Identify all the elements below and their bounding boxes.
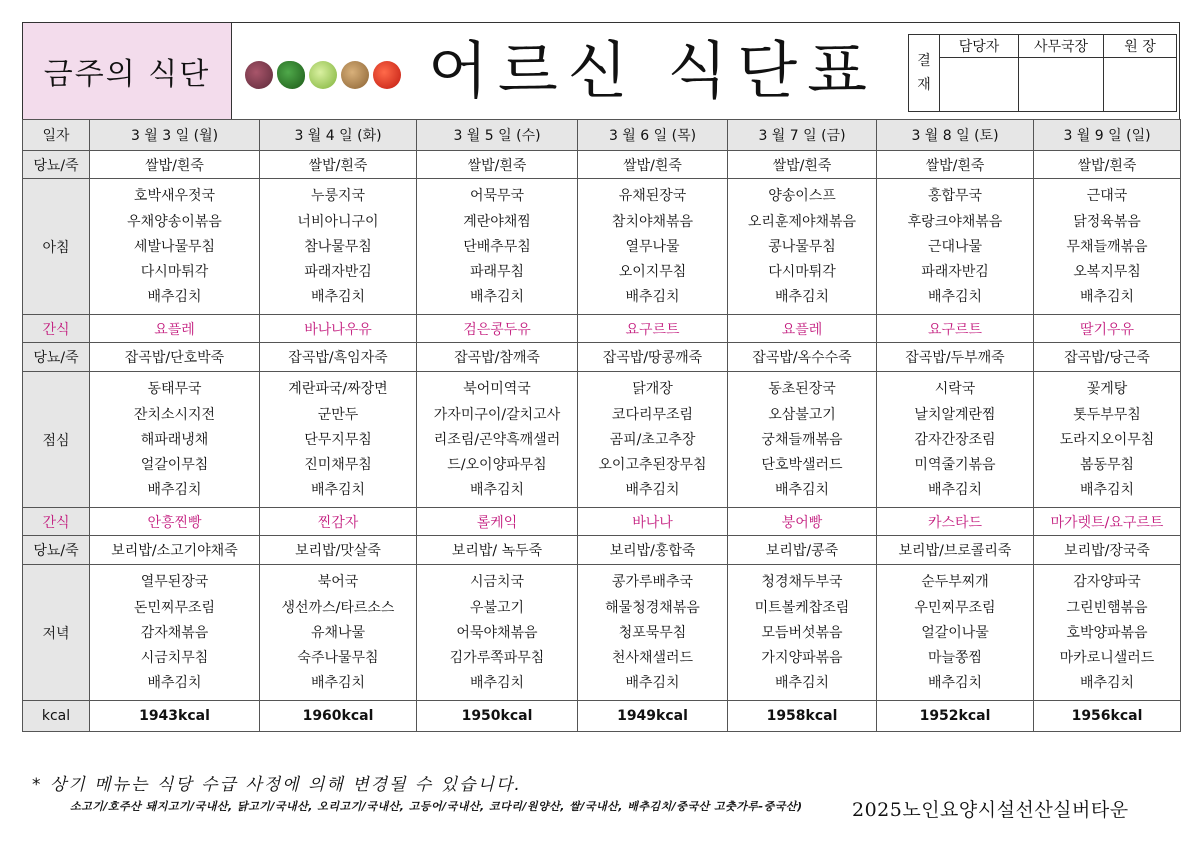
menu-item: 열무나물 [625,238,680,255]
menu-item: 시금치국 [469,574,525,591]
menu-item: 배추김치 [625,482,680,499]
porridge-cell: 잡곡밥/당근죽 [1034,343,1181,372]
kcal-row [23,701,1181,732]
menu-item: 파래무침 [469,264,525,281]
row-label-lunch: 점심 [23,372,90,508]
kcal-cell: 1949kcal [578,701,728,732]
porridge-cell: 보리밥/홍합죽 [578,536,728,565]
menu-item: 계란파국/짜장면 [288,381,388,398]
menu-item: 감자채볶음 [140,624,209,641]
menu-item: 호박새우젓국 [133,188,216,205]
organization-name: 2025노인요양시설선산실버타운 [852,799,1129,821]
menu-item: 어묵무국 [469,188,525,205]
snack-cell: 요구르트 [578,315,728,343]
menu-item: 코다리무조림 [611,406,694,423]
sheet-header [22,22,1180,119]
menu-item: 배추김치 [147,482,202,499]
approval-box [908,34,1177,112]
lunch-porridge-row [23,343,1181,372]
menu-item: 우불고기 [469,599,525,616]
change-notice: * 상기 메뉴는 식당 수급 사정에 의해 변경될 수 있습니다. [32,775,522,795]
tomato-icon [373,61,401,89]
kcal-cell: 1952kcal [877,701,1034,732]
kcal-cell: 1956kcal [1034,701,1181,732]
menu-item: 단배추무침 [463,238,531,255]
menu-item: 배추김치 [310,482,366,499]
row-label-snack: 간식 [23,508,90,536]
menu-item: 시금치무침 [140,650,209,667]
menu-item: 얼갈이나물 [921,624,989,641]
lunch-cell [417,372,578,508]
menu-item: 톳두부무침 [1073,406,1141,423]
menu-item: 근대나물 [927,238,983,255]
dinner-cell [578,565,728,701]
date-cell: 3 월 7 일 (금) [728,120,877,151]
approval-sign-director [1104,58,1177,112]
menu-item: 도라지오이무침 [1059,431,1155,448]
row-label-porridge: 당뇨/죽 [23,343,90,372]
breakfast-cell [578,179,728,315]
breakfast-row [23,179,1181,315]
menu-item: 동태무국 [147,381,202,398]
breakfast-cell [260,179,417,315]
approval-role-secretary: 사무국장 [1019,35,1104,58]
porridge-cell: 쌀밥/흰죽 [90,151,260,179]
menu-item: 파래자반김 [921,264,989,281]
menu-item: 북어미역국 [463,381,531,398]
porridge-cell: 쌀밥/흰죽 [578,151,728,179]
kcal-cell: 1950kcal [417,701,578,732]
afternoon-snack-row [23,508,1181,536]
snack-cell: 찐감자 [260,508,417,536]
menu-item: 근대국 [1086,188,1128,205]
porridge-cell: 잡곡밥/참깨죽 [417,343,578,372]
menu-item: 배추김치 [625,289,680,306]
kcal-cell: 1958kcal [728,701,877,732]
morning-snack-row [23,315,1181,343]
menu-item: 닭정육볶음 [1073,213,1141,230]
menu-item: 어묵야채볶음 [456,624,538,641]
menu-item: 순두부찌개 [921,574,989,591]
snack-cell: 롤케익 [417,508,578,536]
menu-item: 군만두 [317,406,359,423]
lunch-cell [90,372,260,508]
menu-item: 배추김치 [147,675,202,692]
menu-item: 해파래냉채 [140,431,209,448]
menu-item: 봄동무침 [1079,457,1135,474]
origin-info: 소고기/호주산 돼지고기/국내산, 닭고기/국내산, 오리고기/국내산, 고등어/국내산, 코다리/원양산, 쌀/국내산, 배추김치/중국산 고춧가루-중국산) [70,800,803,813]
porridge-cell: 잡곡밥/땅콩깨죽 [578,343,728,372]
menu-item: 오복지무침 [1073,264,1141,281]
menu-item: 마늘쫑찜 [927,650,983,667]
snack-cell: 딸기우유 [1034,315,1181,343]
menu-item: 곰피/초고추장 [609,431,696,448]
weekly-menu-label: 금주의 식단 [23,23,232,119]
menu-item: 미역줄기볶음 [914,457,996,474]
menu-item: 배추김치 [1079,289,1135,306]
menu-item: 배추김치 [774,675,830,692]
approval-role-director: 원 장 [1104,35,1177,58]
menu-item: 참치야채볶음 [611,213,694,230]
dinner-porridge-row [23,536,1181,565]
date-cell: 3 월 3 일 (월) [90,120,260,151]
menu-item: 세발나물무침 [133,238,216,255]
menu-item: 누룽지국 [310,188,366,205]
date-row [23,120,1181,151]
menu-item: 궁채들깨볶음 [761,431,843,448]
menu-item: 청포묵무침 [618,624,687,641]
menu-item: 가자미구이/갈치고사 [433,406,561,423]
menu-item: 모듬버섯볶음 [761,624,843,641]
menu-item: 단호박샐러드 [761,457,843,474]
menu-item: 잔치소시지전 [133,406,216,423]
breakfast-cell [90,179,260,315]
kcal-cell: 1960kcal [260,701,417,732]
menu-item: 진미채무침 [304,457,372,474]
row-label-dinner: 저녁 [23,565,90,701]
breakfast-cell [417,179,578,315]
porridge-cell: 쌀밥/흰죽 [877,151,1034,179]
menu-item: 양송이스프 [768,188,836,205]
date-cell: 3 월 6 일 (목) [578,120,728,151]
menu-item: 북어국 [317,574,359,591]
dinner-cell [1034,565,1181,701]
menu-item: 배추김치 [927,289,983,306]
menu-item: 해물청경채볶음 [605,599,700,616]
menu-item: 콩가루배추국 [611,574,694,591]
date-cell: 3 월 9 일 (일) [1034,120,1181,151]
snack-cell: 검은콩두유 [417,315,578,343]
menu-item: 배추김치 [310,289,366,306]
row-label-snack: 간식 [23,315,90,343]
menu-item: 배추김치 [774,482,830,499]
menu-item: 무채들깨볶음 [1066,238,1148,255]
menu-item: 후랑크야채볶음 [907,213,1003,230]
page-title: 어르신 식단표 [428,34,878,107]
breakfast-porridge-row [23,151,1181,179]
porridge-cell: 보리밥/브로콜리죽 [877,536,1034,565]
menu-item: 얼갈이무침 [140,457,209,474]
approval-sign-staff [940,58,1019,112]
dinner-row [23,565,1181,701]
menu-item: 너비아니구이 [297,213,379,230]
porridge-cell: 보리밥/ 녹두죽 [417,536,578,565]
porridge-cell: 쌀밥/흰죽 [417,151,578,179]
menu-item: 그린빈햄볶음 [1066,599,1148,616]
dinner-cell [90,565,260,701]
menu-item: 오리훈제야채볶음 [747,213,857,230]
menu-item: 청경채두부국 [761,574,843,591]
snack-cell: 요구르트 [877,315,1034,343]
menu-item: 다시마튀각 [140,264,209,281]
porridge-cell: 쌀밥/흰죽 [728,151,877,179]
menu-item: 숙주나물무침 [297,650,379,667]
menu-item: 배추김치 [1079,482,1135,499]
menu-item: 오이지무침 [618,264,687,281]
date-cell: 3 월 8 일 (토) [877,120,1034,151]
menu-table [22,119,1181,732]
vegetable-illustration [245,61,401,89]
menu-sheet [22,22,1180,732]
menu-item: 배추김치 [469,675,525,692]
menu-item: 배추김치 [927,675,983,692]
kcal-cell: 1943kcal [90,701,260,732]
menu-item: 생선까스/타르소스 [281,599,395,616]
menu-item: 배추김치 [469,289,525,306]
menu-item: 꽃게탕 [1086,381,1128,398]
menu-item: 단무지무침 [304,431,372,448]
porridge-cell: 보리밥/소고기야채죽 [90,536,260,565]
row-label-porridge: 당뇨/죽 [23,151,90,179]
menu-item: 닭개장 [632,381,673,398]
approval-sign-secretary [1019,58,1104,112]
snack-cell: 카스타드 [877,508,1034,536]
cabbage-icon [309,61,337,89]
menu-item: 우민찌무조림 [914,599,996,616]
menu-item: 계란야채찜 [463,213,531,230]
menu-item: 콩나물무침 [768,238,836,255]
menu-item: 배추김치 [1079,675,1135,692]
breakfast-cell [728,179,877,315]
menu-item: 유채된장국 [618,188,687,205]
dinner-cell [728,565,877,701]
menu-item: 우채양송이볶음 [127,213,222,230]
menu-item: 천사채샐러드 [611,650,694,667]
porridge-cell: 보리밥/콩죽 [728,536,877,565]
menu-item: 참나물무침 [304,238,372,255]
porridge-cell: 쌀밥/흰죽 [1034,151,1181,179]
porridge-cell: 잡곡밥/흑임자죽 [260,343,417,372]
menu-item: 배추김치 [774,289,830,306]
menu-item: 배추김치 [625,675,680,692]
dinner-cell [877,565,1034,701]
row-label-porridge: 당뇨/죽 [23,536,90,565]
snack-cell: 마가렛트/요구르트 [1034,508,1181,536]
menu-item: 호박양파볶음 [1066,624,1148,641]
menu-item: 배추김치 [927,482,983,499]
menu-item: 동초된장국 [768,381,836,398]
row-label-breakfast: 아침 [23,179,90,315]
lunch-row [23,372,1181,508]
menu-item: 마카로니샐러드 [1059,650,1155,667]
snack-cell: 붕어빵 [728,508,877,536]
menu-item: 다시마튀각 [768,264,836,281]
menu-item: 리조림/곤약흑깨샐러 [433,431,561,448]
porridge-cell: 보리밥/장국죽 [1034,536,1181,565]
menu-item: 시락국 [934,381,976,398]
snack-cell: 요플레 [90,315,260,343]
menu-item: 홍합무국 [927,188,983,205]
date-cell: 3 월 4 일 (화) [260,120,417,151]
menu-item: 돈민찌무조림 [133,599,216,616]
menu-item: 열무된장국 [140,574,209,591]
menu-item: 파래자반김 [304,264,372,281]
menu-item: 가지양파볶음 [761,650,843,667]
menu-item: 배추김치 [310,675,366,692]
pepper-icon [277,61,305,89]
date-cell: 3 월 5 일 (수) [417,120,578,151]
snack-cell: 안흥찐빵 [90,508,260,536]
menu-item: 감자간장조림 [914,431,996,448]
porridge-cell: 보리밥/맛살죽 [260,536,417,565]
lunch-cell [578,372,728,508]
snack-cell: 바나나 [578,508,728,536]
lunch-cell [260,372,417,508]
porridge-cell: 잡곡밥/두부깨죽 [877,343,1034,372]
lunch-cell [877,372,1034,508]
menu-item: 감자양파국 [1073,574,1141,591]
approval-label: 결 재 [909,35,940,112]
snack-cell: 바나나우유 [260,315,417,343]
menu-item: 오이고추된장무침 [598,457,707,474]
menu-item: 배추김치 [469,482,525,499]
menu-item: 오삼불고기 [768,406,836,423]
menu-item: 배추김치 [147,289,202,306]
breakfast-cell [877,179,1034,315]
eggplant-icon [245,61,273,89]
lunch-cell [728,372,877,508]
breakfast-cell [1034,179,1181,315]
dinner-cell [417,565,578,701]
menu-item: 미트볼케찹조림 [754,599,850,616]
porridge-cell: 쌀밥/흰죽 [260,151,417,179]
row-label-kcal: kcal [23,701,90,732]
menu-item: 드/오이양파무침 [447,457,547,474]
potato-icon [341,61,369,89]
menu-item: 날치알계란찜 [914,406,996,423]
menu-item: 유채나물 [310,624,366,641]
dinner-cell [260,565,417,701]
porridge-cell: 잡곡밥/옥수수죽 [728,343,877,372]
row-label-date: 일자 [23,120,90,151]
approval-role-staff: 담당자 [940,35,1019,58]
snack-cell: 요플레 [728,315,877,343]
porridge-cell: 잡곡밥/단호박죽 [90,343,260,372]
menu-item: 김가루쪽파무침 [449,650,545,667]
lunch-cell [1034,372,1181,508]
